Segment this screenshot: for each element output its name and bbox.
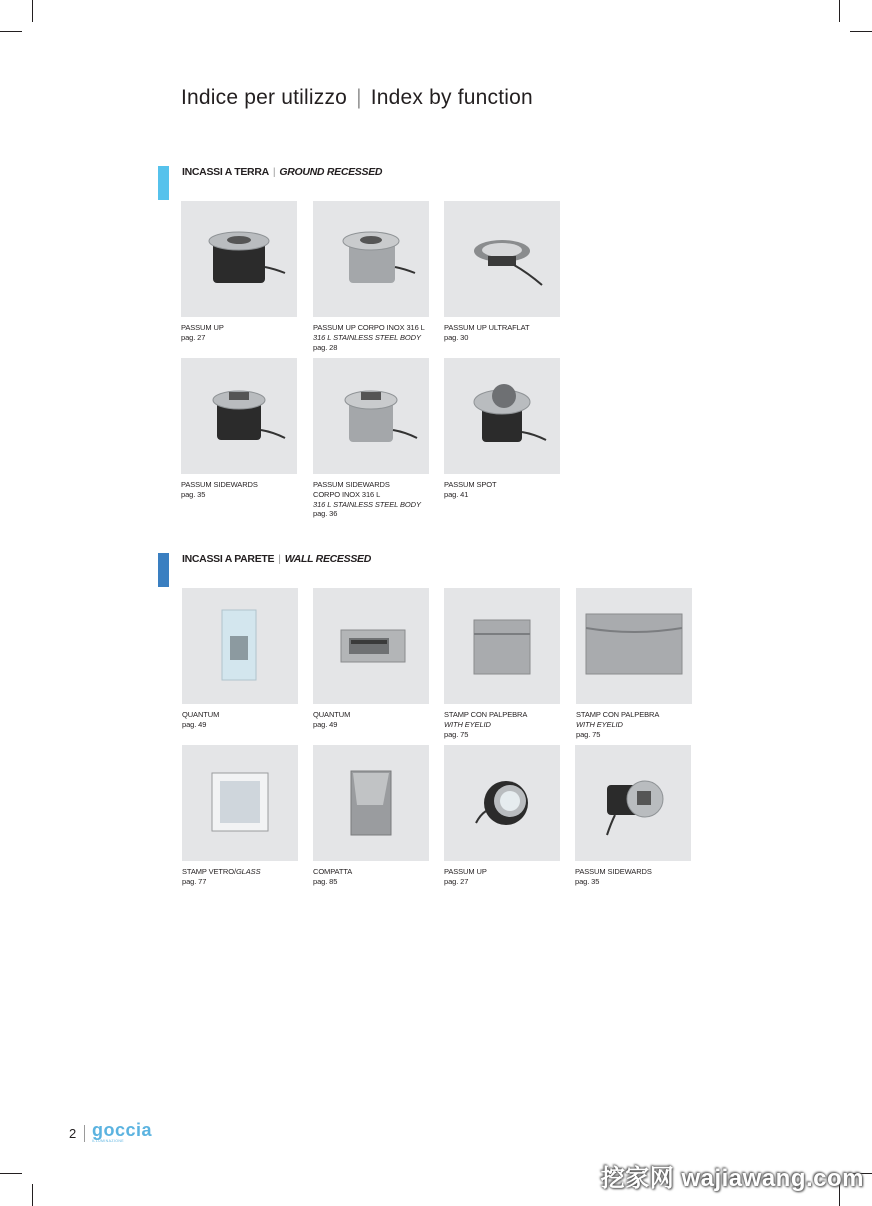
wall-wide-eyelid-icon [576,588,692,704]
section-title-separator: | [278,553,281,565]
product-name: PASSUM SIDEWARDS [313,480,390,489]
section-accent-bar [158,166,169,200]
product-card [313,201,429,352]
watermark: 挖家网 wajiawang.com [600,1165,864,1192]
product-card [181,201,297,343]
product-caption [182,867,298,887]
crop-mark [0,1173,22,1174]
product-page-ref: pag. 49 [313,719,338,729]
product-caption [182,710,298,730]
product-name: PASSUM UP CORPO INOX 316 L [313,323,425,332]
product-name: PASSUM SIDEWARDS [575,867,652,876]
goccia-logo [92,1120,152,1143]
product-caption [313,323,429,352]
product-page-ref: pag. 85 [313,876,338,886]
product-name: STAMP CON PALPEBRA [576,710,660,719]
product-subtitle: 316 L STAINLESS STEEL BODY [313,499,421,509]
product-caption [576,710,692,739]
product-name: STAMP CON PALPEBRA [444,710,528,719]
product-page-ref: pag. 49 [182,719,207,729]
section-title-en: GROUND RECESSED [279,166,383,178]
product-subtitle: 316 L STAINLESS STEEL BODY [313,332,421,342]
product-name-italic: GLASS [235,867,261,876]
section-title-en: WALL RECESSED [284,553,372,565]
product-caption [313,480,429,519]
product-caption [444,867,560,887]
wall-glass-square-icon [182,745,298,861]
product-page-ref: pag. 27 [444,876,469,886]
ground-spotlight-icon [444,358,560,474]
crop-mark [32,0,33,22]
product-card [576,588,692,739]
product-name: CORPO INOX 316 L [313,489,381,499]
wall-vertical-panel-icon [182,588,298,704]
product-caption [444,480,560,500]
crop-mark [0,31,22,32]
product-name: STAMP VETRO/GLASS [182,867,261,876]
ground-uplight-flat-icon [444,201,560,317]
wall-horizontal-louvre-icon [313,588,429,704]
product-caption [181,480,297,500]
product-name: QUANTUM [313,710,351,719]
product-page-ref: pag. 30 [444,332,469,342]
product-caption [313,867,429,887]
product-caption [575,867,691,887]
product-subtitle: WITH EYELID [576,719,623,729]
crop-mark [839,0,840,22]
product-card [181,358,297,500]
product-page-ref: pag. 28 [313,342,338,352]
product-page-ref: pag. 75 [576,729,601,739]
crop-mark [32,1184,33,1206]
product-name: PASSUM UP ULTRAFLAT [444,323,530,332]
product-name: PASSUM UP [181,323,224,332]
product-page-ref: pag. 35 [181,489,206,499]
product-name: PASSUM UP [444,867,487,876]
product-card [313,745,429,887]
page-number: 2 [69,1126,77,1141]
product-name: COMPATTA [313,867,353,876]
section-heading-ground [182,166,382,178]
product-card [444,201,560,343]
product-name: QUANTUM [182,710,220,719]
product-card [444,358,560,500]
product-card [444,588,560,739]
section-accent-bar [158,553,169,587]
section-heading-wall [182,553,371,565]
product-card [182,745,298,887]
product-page-ref: pag. 41 [444,489,469,499]
wall-recessed-box-icon [313,745,429,861]
wall-square-eyelid-icon [444,588,560,704]
product-subtitle: WITH EYELID [444,719,491,729]
product-caption [181,323,297,343]
ground-uplight-black-body-icon [181,201,297,317]
ground-sidelight-black-icon [181,358,297,474]
page-title-it: Indice per utilizzo [181,86,348,109]
product-name: PASSUM SIDEWARDS [181,480,258,489]
product-page-ref: pag. 77 [182,876,207,886]
product-page-ref: pag. 35 [575,876,600,886]
product-caption [444,323,560,343]
section-title-it: INCASSI A PARETE [182,553,275,565]
product-name: PASSUM SPOT [444,480,497,489]
product-card [444,745,560,887]
product-caption [313,710,429,730]
product-card [575,745,691,887]
product-card [313,588,429,730]
section-title-it: INCASSI A TERRA [182,166,269,178]
wall-round-sidelight-icon [575,745,691,861]
section-title-separator: | [272,166,276,178]
ground-sidelight-steel-icon [313,358,429,474]
product-caption [444,710,560,739]
product-page-ref: pag. 36 [313,509,338,519]
logo-wordmark: goccia [92,1120,153,1140]
wall-round-uplight-icon [444,745,560,861]
product-page-ref: pag. 75 [444,729,469,739]
page-title-separator: | [356,86,362,109]
footer-separator [84,1125,85,1142]
logo-subtitle: ILLUMINAZIONE [92,1139,125,1143]
page-title [181,86,533,110]
ground-uplight-steel-body-icon [313,201,429,317]
page-title-en: Index by function [370,86,533,109]
product-card [313,358,429,519]
crop-mark [850,31,872,32]
product-card [182,588,298,730]
product-page-ref: pag. 27 [181,332,206,342]
